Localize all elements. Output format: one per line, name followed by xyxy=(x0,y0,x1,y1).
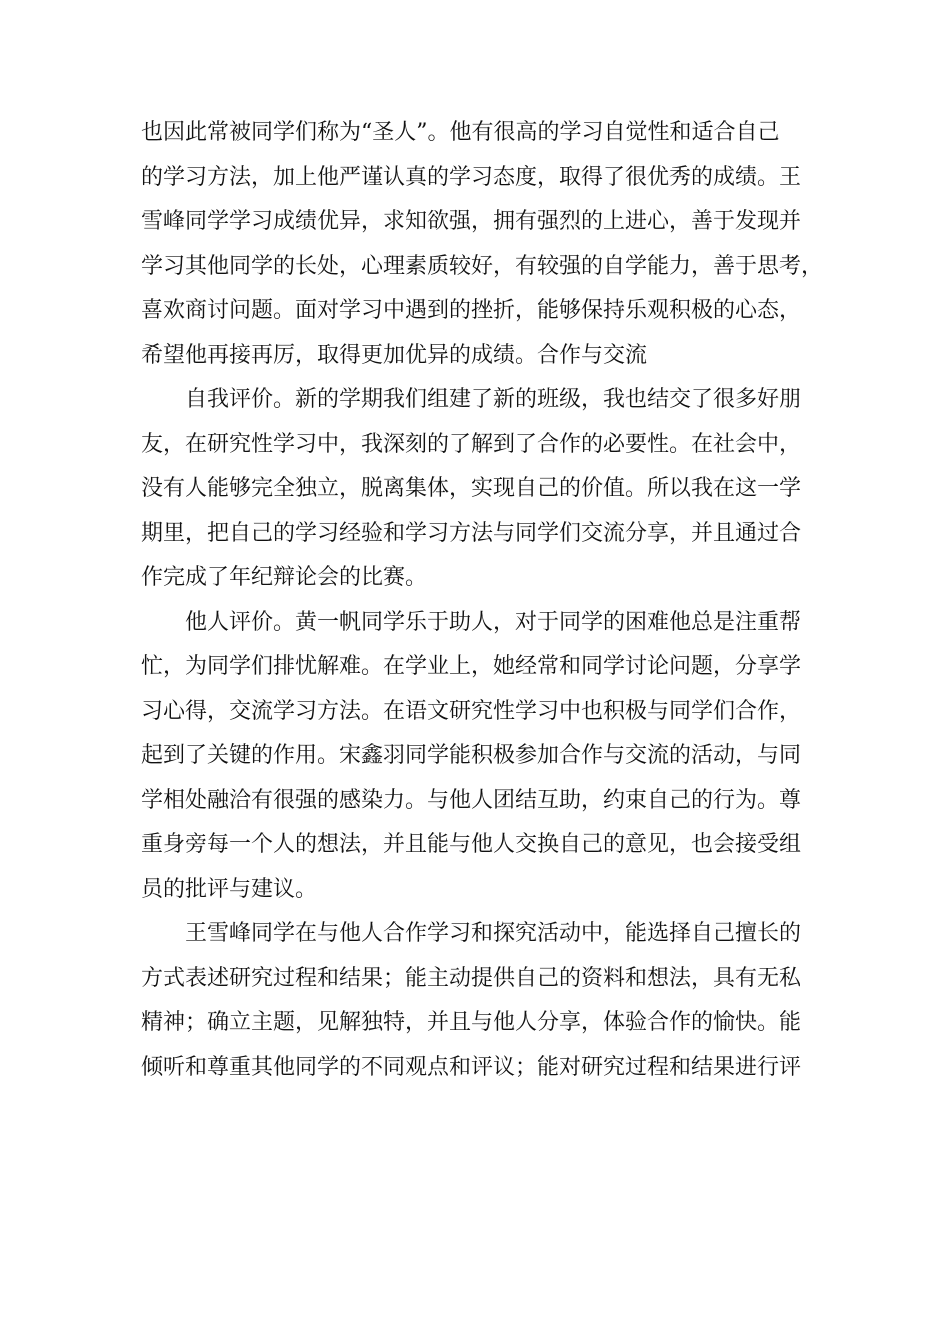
text-line-paragraph-start: 自我评价。新的学期我们组建了新的班级，我也结交了很多好朋 xyxy=(185,387,802,412)
text-line: 雪峰同学学习成绩优异，求知欲强，拥有强烈的上进心，善于发现并 xyxy=(141,209,802,234)
text-line: 起到了关键的作用。宋鑫羽同学能积极参加合作与交流的活动，与同 xyxy=(141,743,802,768)
text-line: 也因此常被同学们称为“圣人”。他有很高的学习自觉性和适合自己 xyxy=(141,120,780,145)
body-text xyxy=(141,111,831,1090)
text-line: 作完成了年纪辩论会的比赛。 xyxy=(141,565,428,590)
text-line: 学相处融洽有很强的感染力。与他人团结互助，约束自己的行为。尊 xyxy=(141,787,802,813)
text-line-paragraph-start: 他人评价。黄一帆同学乐于助人，对于同学的困难他总是注重帮 xyxy=(185,609,802,635)
text-line: 员的批评与建议。 xyxy=(141,876,318,902)
text-line: 喜欢商讨问题。面对学习中遇到的挫折，能够保持乐观积极的心态， xyxy=(141,298,802,323)
text-line-paragraph-start: 王雪峰同学在与他人合作学习和探究活动中，能选择自己擅长的 xyxy=(185,921,802,946)
text-line: 没有人能够完全独立，脱离集体，实现自己的价值。所以我在这一学 xyxy=(141,476,802,501)
text-line: 倾听和尊重其他同学的不同观点和评议；能对研究过程和结果进行评 xyxy=(141,1054,802,1080)
text-line: 友，在研究性学习中，我深刻的了解到了合作的必要性。在社会中， xyxy=(141,431,802,457)
text-line: 忙，为同学们排忧解难。在学业上，她经常和同学讨论问题，分享学 xyxy=(141,654,802,679)
text-line: 方式表述研究过程和结果；能主动提供自己的资料和想法，具有无私 xyxy=(141,965,802,991)
text-line: 期里，把自己的学习经验和学习方法与同学们交流分享，并且通过合 xyxy=(141,520,802,546)
text-line: 习心得，交流学习方法。在语文研究性学习中也积极与同学们合作， xyxy=(141,698,802,724)
text-line: 精神；确立主题，见解独特，并且与他人分享，体验合作的愉快。能 xyxy=(141,1010,802,1035)
text-line: 的学习方法，加上他严谨认真的学习态度，取得了很优秀的成绩。王 xyxy=(141,164,802,190)
text-line: 学习其他同学的长处，心理素质较好，有较强的自学能力，善于思考， xyxy=(141,253,824,279)
text-line: 重身旁每一个人的想法，并且能与他人交换自己的意见，也会接受组 xyxy=(141,832,802,857)
text-line: 希望他再接再厉，取得更加优异的成绩。合作与交流 xyxy=(141,342,648,368)
